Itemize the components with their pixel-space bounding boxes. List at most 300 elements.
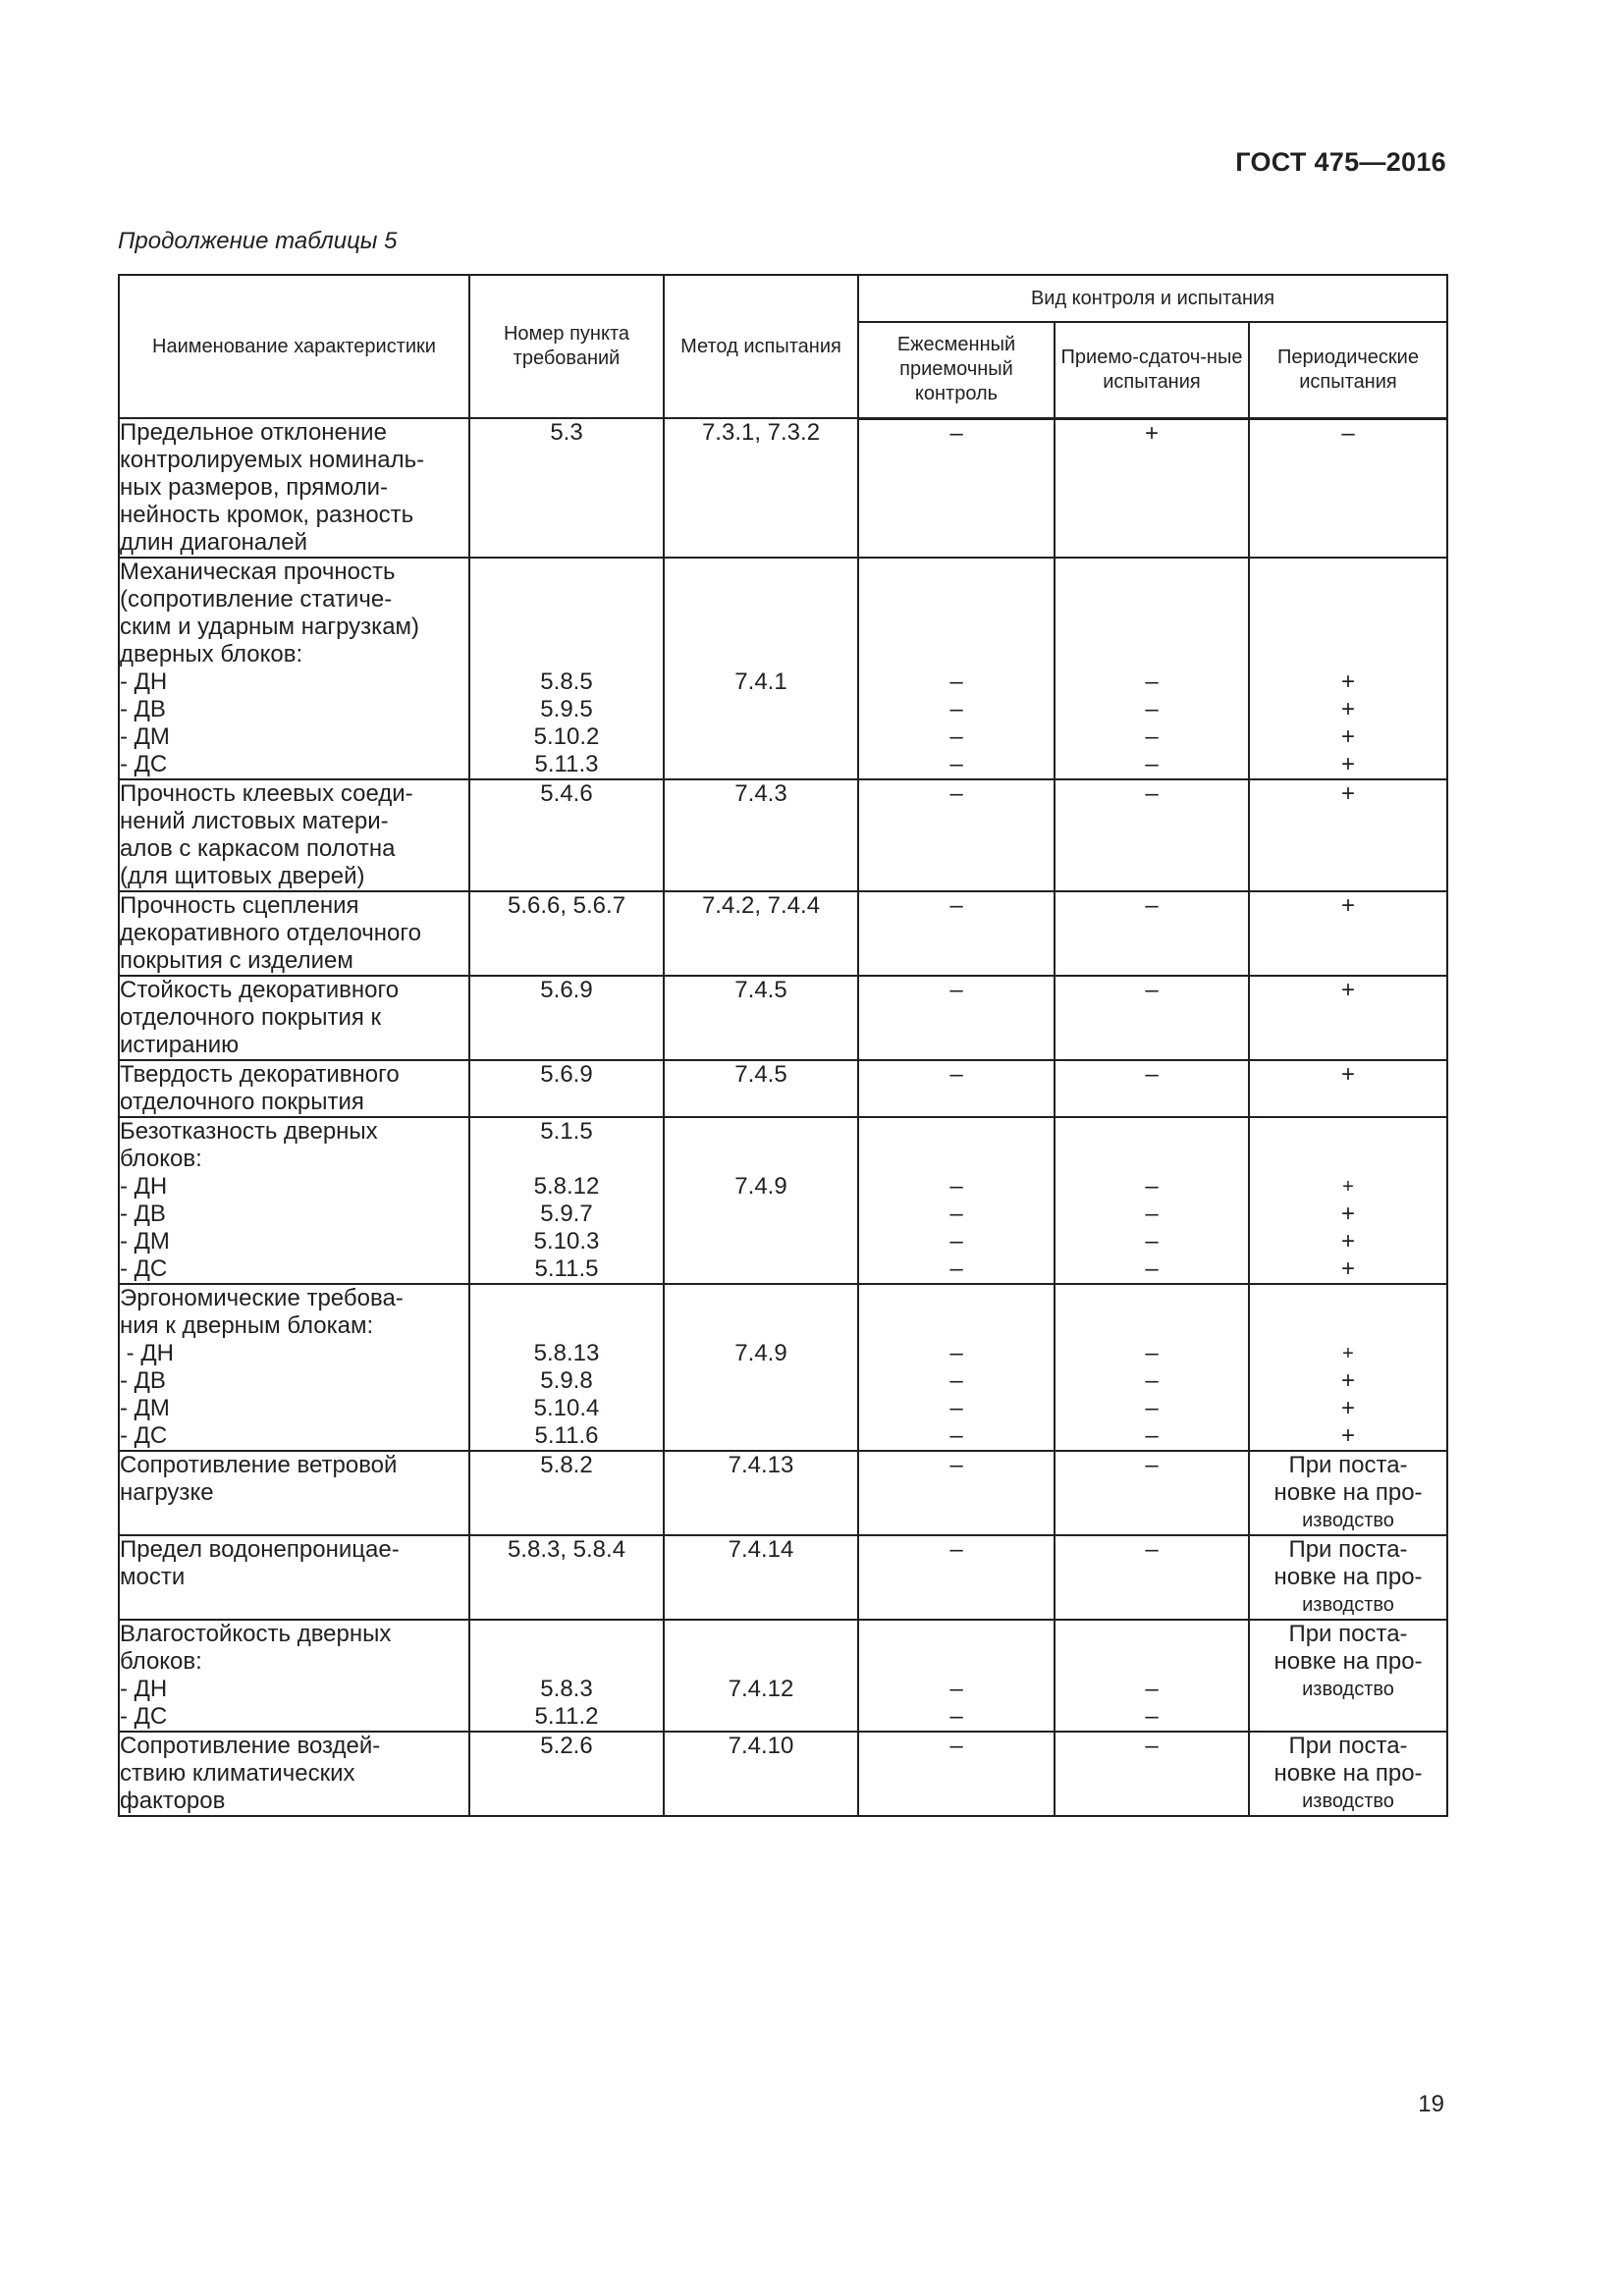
table-row	[119, 1732, 1447, 1816]
cell-line: алов с каркасом полотна	[120, 835, 396, 862]
cell-name	[119, 1535, 469, 1620]
cell-line	[859, 641, 1054, 668]
cell-line: Предельное отклонение	[120, 419, 387, 446]
cell-line	[1056, 1285, 1248, 1312]
cell-periodic	[1249, 418, 1447, 558]
cell-line: - ДН	[120, 1340, 174, 1366]
cell-line: новке на про-	[1273, 1479, 1423, 1506]
cell-line: –	[1341, 419, 1355, 447]
cell-line	[859, 586, 1054, 614]
cell-line	[470, 1312, 663, 1340]
cell-method	[664, 1117, 858, 1284]
cell-periodic	[1249, 1284, 1447, 1451]
cell-line: ния к дверным блокам:	[120, 1312, 374, 1339]
cell-line: –	[1145, 1422, 1159, 1449]
cell-clause	[469, 418, 664, 558]
cell-line: –	[949, 892, 963, 919]
cell-line: нений листовых матери-	[120, 808, 389, 834]
cell-periodic	[1249, 891, 1447, 976]
cell-line: Сопротивление ветровой	[120, 1452, 398, 1478]
cell-line	[1250, 1312, 1446, 1340]
cell-line: +	[1340, 1061, 1355, 1088]
cell-line	[1056, 1648, 1248, 1676]
cell-line: +	[1340, 668, 1355, 695]
cell-line: +	[1340, 751, 1355, 777]
cell-periodic	[1249, 1535, 1447, 1620]
table-body	[119, 418, 1447, 1816]
cell-line	[470, 1285, 663, 1312]
cell-monthly	[858, 976, 1055, 1060]
cell-line	[665, 1118, 857, 1146]
cell-line: отделочного покрытия	[120, 1089, 364, 1115]
cell-name	[119, 1732, 469, 1816]
cell-line: –	[1145, 1228, 1159, 1255]
cell-line	[470, 614, 663, 641]
cell-line: –	[949, 1452, 963, 1478]
cell-line: –	[1145, 1173, 1159, 1200]
cell-line: Сопротивление воздей-	[120, 1733, 381, 1759]
cell-line: - ДВ	[120, 1201, 166, 1227]
cell-line: +	[1340, 1201, 1355, 1227]
cell-name	[119, 418, 469, 558]
cell-line: 7.4.9	[734, 1340, 787, 1366]
cell-line: –	[949, 977, 963, 1003]
cell-periodic	[1249, 779, 1447, 891]
cell-line: 5.9.5	[540, 696, 593, 722]
cell-line: +	[1340, 1395, 1355, 1421]
cell-line: 5.2.6	[540, 1733, 593, 1759]
table-row	[119, 1284, 1447, 1451]
cell-acceptance	[1055, 418, 1249, 558]
cell-line: - ДМ	[120, 723, 170, 750]
cell-line: 7.4.5	[734, 1061, 787, 1088]
cell-line: –	[949, 723, 963, 750]
cell-name	[119, 976, 469, 1060]
cell-method	[664, 891, 858, 976]
table-row	[119, 1117, 1447, 1284]
cell-line	[859, 1285, 1054, 1312]
cell-method	[664, 976, 858, 1060]
cell-line	[665, 1312, 857, 1340]
cell-line: 7.3.1, 7.3.2	[701, 419, 821, 446]
table-row	[119, 976, 1447, 1060]
cell-line	[470, 641, 663, 668]
cell-line: Предел водонепроницае-	[120, 1536, 400, 1563]
cell-line: При поста-	[1288, 1452, 1408, 1478]
table-row	[119, 418, 1447, 558]
cell-line: 7.4.2, 7.4.4	[701, 892, 821, 919]
cell-line: –	[1145, 1703, 1159, 1730]
cell-line: 5.10.2	[533, 723, 600, 750]
cell-line: 5.11.5	[534, 1255, 599, 1282]
cell-line: +	[1340, 1255, 1355, 1282]
cell-periodic	[1249, 1117, 1447, 1284]
cell-line	[859, 1621, 1054, 1648]
cell-acceptance	[1055, 891, 1249, 976]
cell-line: изводство	[1302, 1510, 1394, 1531]
cell-line	[859, 559, 1054, 586]
cell-line: 5.11.6	[534, 1422, 599, 1449]
cell-line: - ДМ	[120, 1395, 170, 1421]
cell-line: - ДВ	[120, 696, 166, 722]
cell-line: –	[949, 668, 963, 695]
cell-line: дверных блоков:	[120, 641, 303, 667]
col-header-name: Наименование характеристики	[119, 275, 469, 418]
cell-line: +	[1342, 1176, 1354, 1198]
cell-line: 5.4.6	[540, 780, 593, 807]
col-header-monthly: Ежесменный приемочный контроль	[858, 322, 1055, 418]
cell-clause	[469, 1117, 664, 1284]
cell-line: 7.4.1	[734, 668, 787, 695]
cell-line: 5.11.2	[534, 1703, 599, 1730]
cell-clause	[469, 558, 664, 779]
cell-line: - ДН	[120, 1173, 168, 1200]
cell-line	[1056, 559, 1248, 586]
cell-line: +	[1340, 1367, 1355, 1394]
cell-line	[665, 1146, 857, 1173]
cell-line: 5.9.8	[540, 1367, 593, 1394]
cell-acceptance	[1055, 1060, 1249, 1117]
cell-name	[119, 1620, 469, 1732]
cell-line: 7.4.12	[728, 1676, 794, 1702]
cell-method	[664, 418, 858, 558]
cell-line	[1250, 614, 1446, 641]
cell-clause	[469, 976, 664, 1060]
cell-acceptance	[1055, 779, 1249, 891]
cell-line: При поста-	[1288, 1733, 1408, 1759]
cell-method	[664, 1284, 858, 1451]
cell-line	[1250, 1285, 1446, 1312]
cell-line: –	[949, 1340, 963, 1366]
cell-periodic	[1249, 1060, 1447, 1117]
cell-line: контролируемых номиналь-	[120, 447, 425, 473]
cell-line: +	[1340, 1422, 1355, 1449]
cell-clause	[469, 1535, 664, 1620]
table-row	[119, 558, 1447, 779]
cell-line: –	[949, 1367, 963, 1394]
cell-line: - ДС	[120, 1703, 168, 1730]
cell-line: –	[1145, 1395, 1159, 1421]
cell-line: - ДН	[120, 1676, 168, 1702]
cell-line	[1056, 1621, 1248, 1648]
cell-line: 5.9.7	[540, 1201, 593, 1227]
requirements-table	[118, 274, 1448, 1817]
cell-line: –	[1145, 977, 1159, 1003]
cell-line: изводство	[1302, 1594, 1394, 1616]
cell-name	[119, 558, 469, 779]
cell-name	[119, 1060, 469, 1117]
cell-monthly	[858, 891, 1055, 976]
col-header-periodic: Периодические испытания	[1249, 322, 1447, 418]
cell-line: –	[1145, 1061, 1159, 1088]
cell-line	[1056, 1312, 1248, 1340]
cell-monthly	[858, 1451, 1055, 1535]
cell-line: 5.8.3, 5.8.4	[507, 1536, 626, 1563]
cell-line: 7.4.10	[728, 1733, 794, 1759]
cell-method	[664, 779, 858, 891]
cell-line	[665, 641, 857, 668]
cell-acceptance	[1055, 1620, 1249, 1732]
cell-line: +	[1340, 977, 1355, 1003]
cell-line: - ДМ	[120, 1228, 170, 1255]
cell-acceptance	[1055, 1732, 1249, 1816]
cell-line: 7.4.14	[728, 1536, 794, 1563]
cell-line: –	[1145, 1201, 1159, 1227]
cell-line: –	[1145, 723, 1159, 750]
cell-acceptance	[1055, 558, 1249, 779]
cell-line: –	[949, 1201, 963, 1227]
cell-periodic	[1249, 558, 1447, 779]
cell-line: –	[949, 1173, 963, 1200]
cell-line: длин диагоналей	[120, 529, 308, 556]
cell-line: –	[949, 1733, 963, 1759]
cell-line	[1250, 641, 1446, 668]
cell-line: Безотказность дверных	[120, 1118, 378, 1145]
cell-line: - ДС	[120, 1422, 168, 1449]
cell-line: –	[949, 696, 963, 722]
cell-line: +	[1342, 1343, 1354, 1364]
cell-line: +	[1340, 696, 1355, 722]
cell-line: 5.11.3	[534, 751, 599, 777]
cell-line	[665, 1648, 857, 1676]
cell-line: - ДВ	[120, 1367, 166, 1394]
cell-line: нагрузке	[120, 1479, 214, 1506]
cell-line: –	[949, 1422, 963, 1449]
cell-monthly	[858, 779, 1055, 891]
cell-line: 5.8.2	[540, 1452, 593, 1478]
cell-line: Прочность сцепления	[120, 892, 359, 919]
cell-line	[1056, 614, 1248, 641]
cell-line: 5.1.5	[540, 1118, 593, 1145]
cell-method	[664, 1732, 858, 1816]
cell-line	[470, 559, 663, 586]
cell-periodic	[1249, 1451, 1447, 1535]
cell-line: 7.4.9	[734, 1173, 787, 1200]
table-row	[119, 1620, 1447, 1732]
cell-line: –	[949, 419, 963, 447]
cell-line: –	[1145, 1536, 1159, 1563]
cell-monthly	[858, 1284, 1055, 1451]
cell-line: +	[1144, 419, 1159, 447]
cell-line: –	[1145, 1340, 1159, 1366]
cell-line: Прочность клеевых соеди-	[120, 780, 413, 807]
cell-line: Влагостойкость дверных	[120, 1621, 392, 1647]
col-header-acceptance: Приемо-сдаточ-ные испытания	[1055, 322, 1249, 418]
cell-line: - ДН	[120, 668, 168, 695]
cell-line: +	[1340, 1228, 1355, 1255]
col-header-clause: Номер пункта требований	[469, 275, 664, 418]
cell-acceptance	[1055, 976, 1249, 1060]
cell-line: новке на про-	[1273, 1564, 1423, 1590]
cell-monthly	[858, 418, 1055, 558]
cell-name	[119, 1284, 469, 1451]
cell-line: (сопротивление статиче-	[120, 586, 393, 613]
cell-line: 5.8.5	[540, 668, 593, 695]
cell-line: +	[1340, 723, 1355, 750]
cell-line	[665, 614, 857, 641]
cell-name	[119, 1451, 469, 1535]
cell-line	[1056, 1118, 1248, 1146]
cell-line: –	[949, 1061, 963, 1088]
cell-line: –	[949, 1536, 963, 1563]
cell-line: –	[1145, 892, 1159, 919]
cell-clause	[469, 1732, 664, 1816]
cell-monthly	[858, 1732, 1055, 1816]
cell-line: изводство	[1302, 1790, 1394, 1812]
cell-line: 5.6.9	[540, 977, 593, 1003]
cell-periodic	[1249, 1732, 1447, 1816]
cell-method	[664, 1535, 858, 1620]
cell-line: 7.4.13	[728, 1452, 794, 1478]
table-row	[119, 1060, 1447, 1117]
cell-line: +	[1340, 780, 1355, 807]
cell-line	[1250, 586, 1446, 614]
cell-line	[859, 1312, 1054, 1340]
cell-monthly	[858, 1535, 1055, 1620]
cell-monthly	[858, 1620, 1055, 1732]
cell-line: –	[1145, 780, 1159, 807]
cell-clause	[469, 1451, 664, 1535]
cell-clause	[469, 891, 664, 976]
cell-line: Эргономические требова-	[120, 1285, 404, 1311]
cell-clause	[469, 1620, 664, 1732]
cell-method	[664, 1620, 858, 1732]
cell-line: 7.4.3	[734, 780, 787, 807]
cell-line	[665, 586, 857, 614]
cell-line: При поста-	[1288, 1536, 1408, 1563]
cell-line: –	[949, 751, 963, 777]
cell-line: мости	[120, 1564, 186, 1590]
cell-line: ствию климатических	[120, 1760, 355, 1787]
table-row	[119, 1451, 1447, 1535]
cell-line: –	[1145, 1676, 1159, 1702]
cell-line: факторов	[120, 1788, 226, 1814]
cell-line: 5.10.3	[533, 1228, 600, 1255]
cell-line	[859, 614, 1054, 641]
cell-line: ных размеров, прямоли-	[120, 474, 389, 501]
cell-name	[119, 1117, 469, 1284]
cell-line	[1250, 1146, 1446, 1173]
cell-line: Твердость декоративного	[120, 1061, 400, 1088]
cell-line	[1250, 559, 1446, 586]
cell-line: –	[949, 1395, 963, 1421]
cell-line: +	[1340, 892, 1355, 919]
cell-line: –	[949, 1676, 963, 1702]
cell-line: покрытия с изделием	[120, 947, 353, 974]
cell-line: 5.8.3	[540, 1676, 593, 1702]
cell-method	[664, 558, 858, 779]
cell-line	[470, 1146, 663, 1173]
cell-line	[859, 1648, 1054, 1676]
cell-name	[119, 779, 469, 891]
cell-line: (для щитовых дверей)	[120, 863, 365, 889]
cell-line: - ДС	[120, 751, 168, 777]
cell-line	[1056, 1146, 1248, 1173]
standard-designation: ГОСТ 475—2016	[1235, 147, 1446, 177]
cell-line	[470, 1621, 663, 1648]
table-row	[119, 1535, 1447, 1620]
cell-line: ским и ударным нагрузкам)	[120, 614, 420, 640]
cell-line: –	[949, 1703, 963, 1730]
cell-line: 5.6.6, 5.6.7	[507, 892, 626, 919]
cell-method	[664, 1060, 858, 1117]
table-caption: Продолжение таблицы 5	[118, 228, 398, 254]
cell-line: нейность кромок, разность	[120, 502, 414, 528]
cell-line	[470, 586, 663, 614]
cell-line	[859, 1146, 1054, 1173]
cell-line: –	[1145, 751, 1159, 777]
cell-line	[470, 1648, 663, 1676]
cell-line	[665, 1621, 857, 1648]
cell-monthly	[858, 1060, 1055, 1117]
cell-line	[859, 1118, 1054, 1146]
cell-line: 7.4.5	[734, 977, 787, 1003]
cell-line: новке на про-	[1273, 1648, 1423, 1675]
cell-line: –	[1145, 1255, 1159, 1282]
cell-line: –	[1145, 1367, 1159, 1394]
cell-line: 5.6.9	[540, 1061, 593, 1088]
cell-line: –	[1145, 668, 1159, 695]
cell-line: –	[1145, 696, 1159, 722]
cell-line: –	[949, 1255, 963, 1282]
table-header	[119, 275, 1447, 418]
cell-line	[1056, 641, 1248, 668]
cell-line: 5.8.12	[533, 1173, 600, 1200]
cell-acceptance	[1055, 1117, 1249, 1284]
cell-line: –	[1145, 1733, 1159, 1759]
cell-acceptance	[1055, 1284, 1249, 1451]
cell-line	[1250, 1118, 1446, 1146]
cell-name	[119, 891, 469, 976]
cell-clause	[469, 1060, 664, 1117]
cell-periodic	[1249, 1620, 1447, 1732]
cell-line: Механическая прочность	[120, 559, 396, 585]
cell-line: истиранию	[120, 1032, 240, 1058]
table-row	[119, 779, 1447, 891]
cell-acceptance	[1055, 1451, 1249, 1535]
cell-monthly	[858, 1117, 1055, 1284]
cell-line: –	[949, 1228, 963, 1255]
cell-line: изводство	[1302, 1679, 1394, 1700]
page-number: 19	[1418, 2091, 1444, 2117]
cell-method	[664, 1451, 858, 1535]
cell-line: отделочного покрытия к	[120, 1004, 382, 1031]
table-row	[119, 891, 1447, 976]
cell-line: блоков:	[120, 1648, 202, 1675]
cell-monthly	[858, 558, 1055, 779]
cell-clause	[469, 779, 664, 891]
col-header-method: Метод испытания	[664, 275, 858, 418]
cell-line: –	[949, 780, 963, 807]
cell-acceptance	[1055, 1535, 1249, 1620]
cell-line: –	[1145, 1452, 1159, 1478]
cell-clause	[469, 1284, 664, 1451]
cell-line: Стойкость декоративного	[120, 977, 400, 1003]
cell-line: - ДС	[120, 1255, 168, 1282]
cell-line: 5.3	[550, 419, 583, 446]
cell-periodic	[1249, 976, 1447, 1060]
cell-line: При поста-	[1288, 1621, 1408, 1647]
col-header-control-group: Вид контроля и испытания	[858, 275, 1447, 322]
cell-line: 5.8.13	[533, 1340, 600, 1366]
cell-line: декоративного отделочного	[120, 920, 421, 946]
cell-line: новке на про-	[1273, 1760, 1423, 1787]
cell-line: блоков:	[120, 1146, 202, 1172]
cell-line	[1056, 586, 1248, 614]
cell-line	[665, 559, 857, 586]
cell-line: 5.10.4	[533, 1395, 600, 1421]
cell-line	[665, 1285, 857, 1312]
